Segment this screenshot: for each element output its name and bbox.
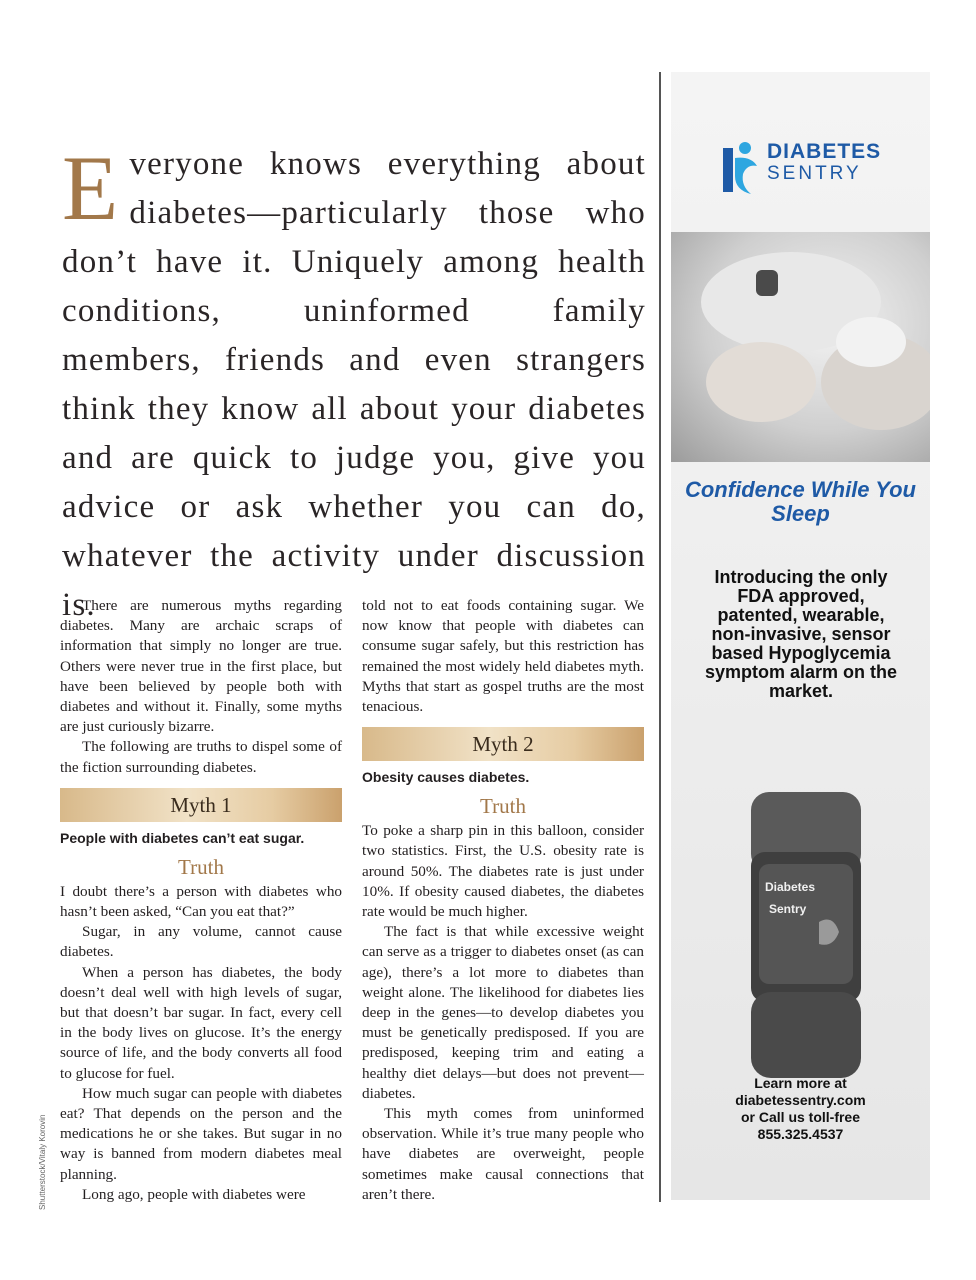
band-label-line1: Diabetes	[765, 880, 816, 894]
sleeping-couple-photo	[671, 232, 930, 462]
body-paragraph: The fact is that while excessive weight can serve as a trigger to diabetes onset (as can age), there’s a lot more to diabetes than weight alone. The likelihood for diabetes lies deep in the genes—to develop diabetes you must be genetically predisposed. If you are predisposed, keeping trim and eating a healthy diet delays—but does not prevent—diabetes.	[362, 923, 644, 1102]
truth-1-heading: Truth	[178, 854, 224, 879]
myth-1-statement: People with diabetes can’t eat sugar.	[60, 829, 305, 846]
learn-more-text: Learn more at	[754, 1075, 847, 1091]
body-paragraph: told not to eat foods containing sugar. We now know that people with diabetes can consume sugar safely, but this restriction has remained the most widely held diabetes myth. Myths that start as gospel truths are the most tenacious.	[362, 597, 644, 716]
photo-credit: Shutterstock/Vitaly Korovin	[38, 1114, 47, 1210]
wristband-device-image	[731, 792, 881, 1082]
column-divider	[659, 72, 661, 1202]
body-paragraph: Long ago, people with diabetes were	[82, 1185, 306, 1203]
intro-text: veryone knows everything about diabetes—particularly those who don’t have it. Uniquely among health conditions, uninformed family members, friends and even strangers think they know all about your diabetes and are quick to judge you, give you advice or ask whether you can do, whatever the activity under discussion is.	[62, 146, 646, 623]
wristband-illustration	[731, 792, 881, 1082]
body-paragraph: When a person has diabetes, the body doesn’t deal well with high levels of sugar, but that doesn’t bar sugar. In fact, every cell in the body lives on glucose. It’s the energy source of life, and the body converts all food to glucose for fuel.	[60, 963, 342, 1082]
phone-number[interactable]: 855.325.4537	[757, 1126, 844, 1142]
brand-logo	[721, 138, 891, 198]
body-paragraph: How much sugar can people with diabetes eat? That depends on the person and the medications he or she takes. But sugar in no way is banned from modern diabetes meal planning.	[60, 1084, 342, 1183]
ad-contact-info	[691, 1075, 910, 1143]
advertisement-panel[interactable]	[671, 72, 930, 1200]
brand-name-line1: DIABETES	[767, 140, 882, 163]
body-paragraph: To poke a sharp pin in this balloon, consider two statistics. First, the U.S. obesity rate is around 50%. The diabetes rate is just under 10%. If obesity caused diabetes, the diabetes rate would be much higher.	[362, 822, 644, 921]
photo-illustration	[671, 232, 930, 462]
body-paragraph: There are numerous myths regarding diabetes. Many are archaic scraps of information that simply no longer are true. Others were never true in the first place, but have been believed by people both with diabetes and without it. Finally, some myths are just curiously bizarre.	[60, 597, 342, 736]
body-paragraph: I doubt there’s a person with diabetes who hasn’t been asked, “Can you eat that?”	[60, 882, 342, 921]
band-label-line2: Sentry	[769, 902, 807, 916]
body-paragraph: Sugar, in any volume, cannot cause diabetes.	[60, 923, 342, 961]
logo-figure-icon	[721, 140, 761, 196]
article-column-2	[362, 596, 644, 1205]
website-link[interactable]: diabetessentry.com	[735, 1092, 866, 1108]
body-paragraph: This myth comes from uninformed observation. While it’s true many people who have diabetes are overweight, people sometimes make causal connections that aren’t there.	[362, 1105, 644, 1203]
truth-2-heading: Truth	[480, 794, 526, 819]
intro-paragraph	[62, 137, 646, 630]
myth-1-banner: Myth 1	[60, 788, 342, 822]
ad-headline: Confidence While You Sleep	[684, 477, 916, 526]
article-column-1	[60, 596, 342, 1205]
brand-name-line2: SENTRY	[767, 163, 862, 184]
drop-cap: E	[62, 137, 120, 239]
ad-body-text: Introducing the only FDA approved, patented, wearable, non-invasive, sensor based Hypoglycemia symptom alarm on the market.	[704, 567, 898, 701]
call-text: or Call us toll-free	[740, 1109, 861, 1125]
myth-2-statement: Obesity causes diabetes.	[362, 769, 530, 786]
body-paragraph: The following are truths to dispel some of the fiction surrounding diabetes.	[60, 738, 342, 776]
myth-2-banner: Myth 2	[362, 727, 644, 761]
